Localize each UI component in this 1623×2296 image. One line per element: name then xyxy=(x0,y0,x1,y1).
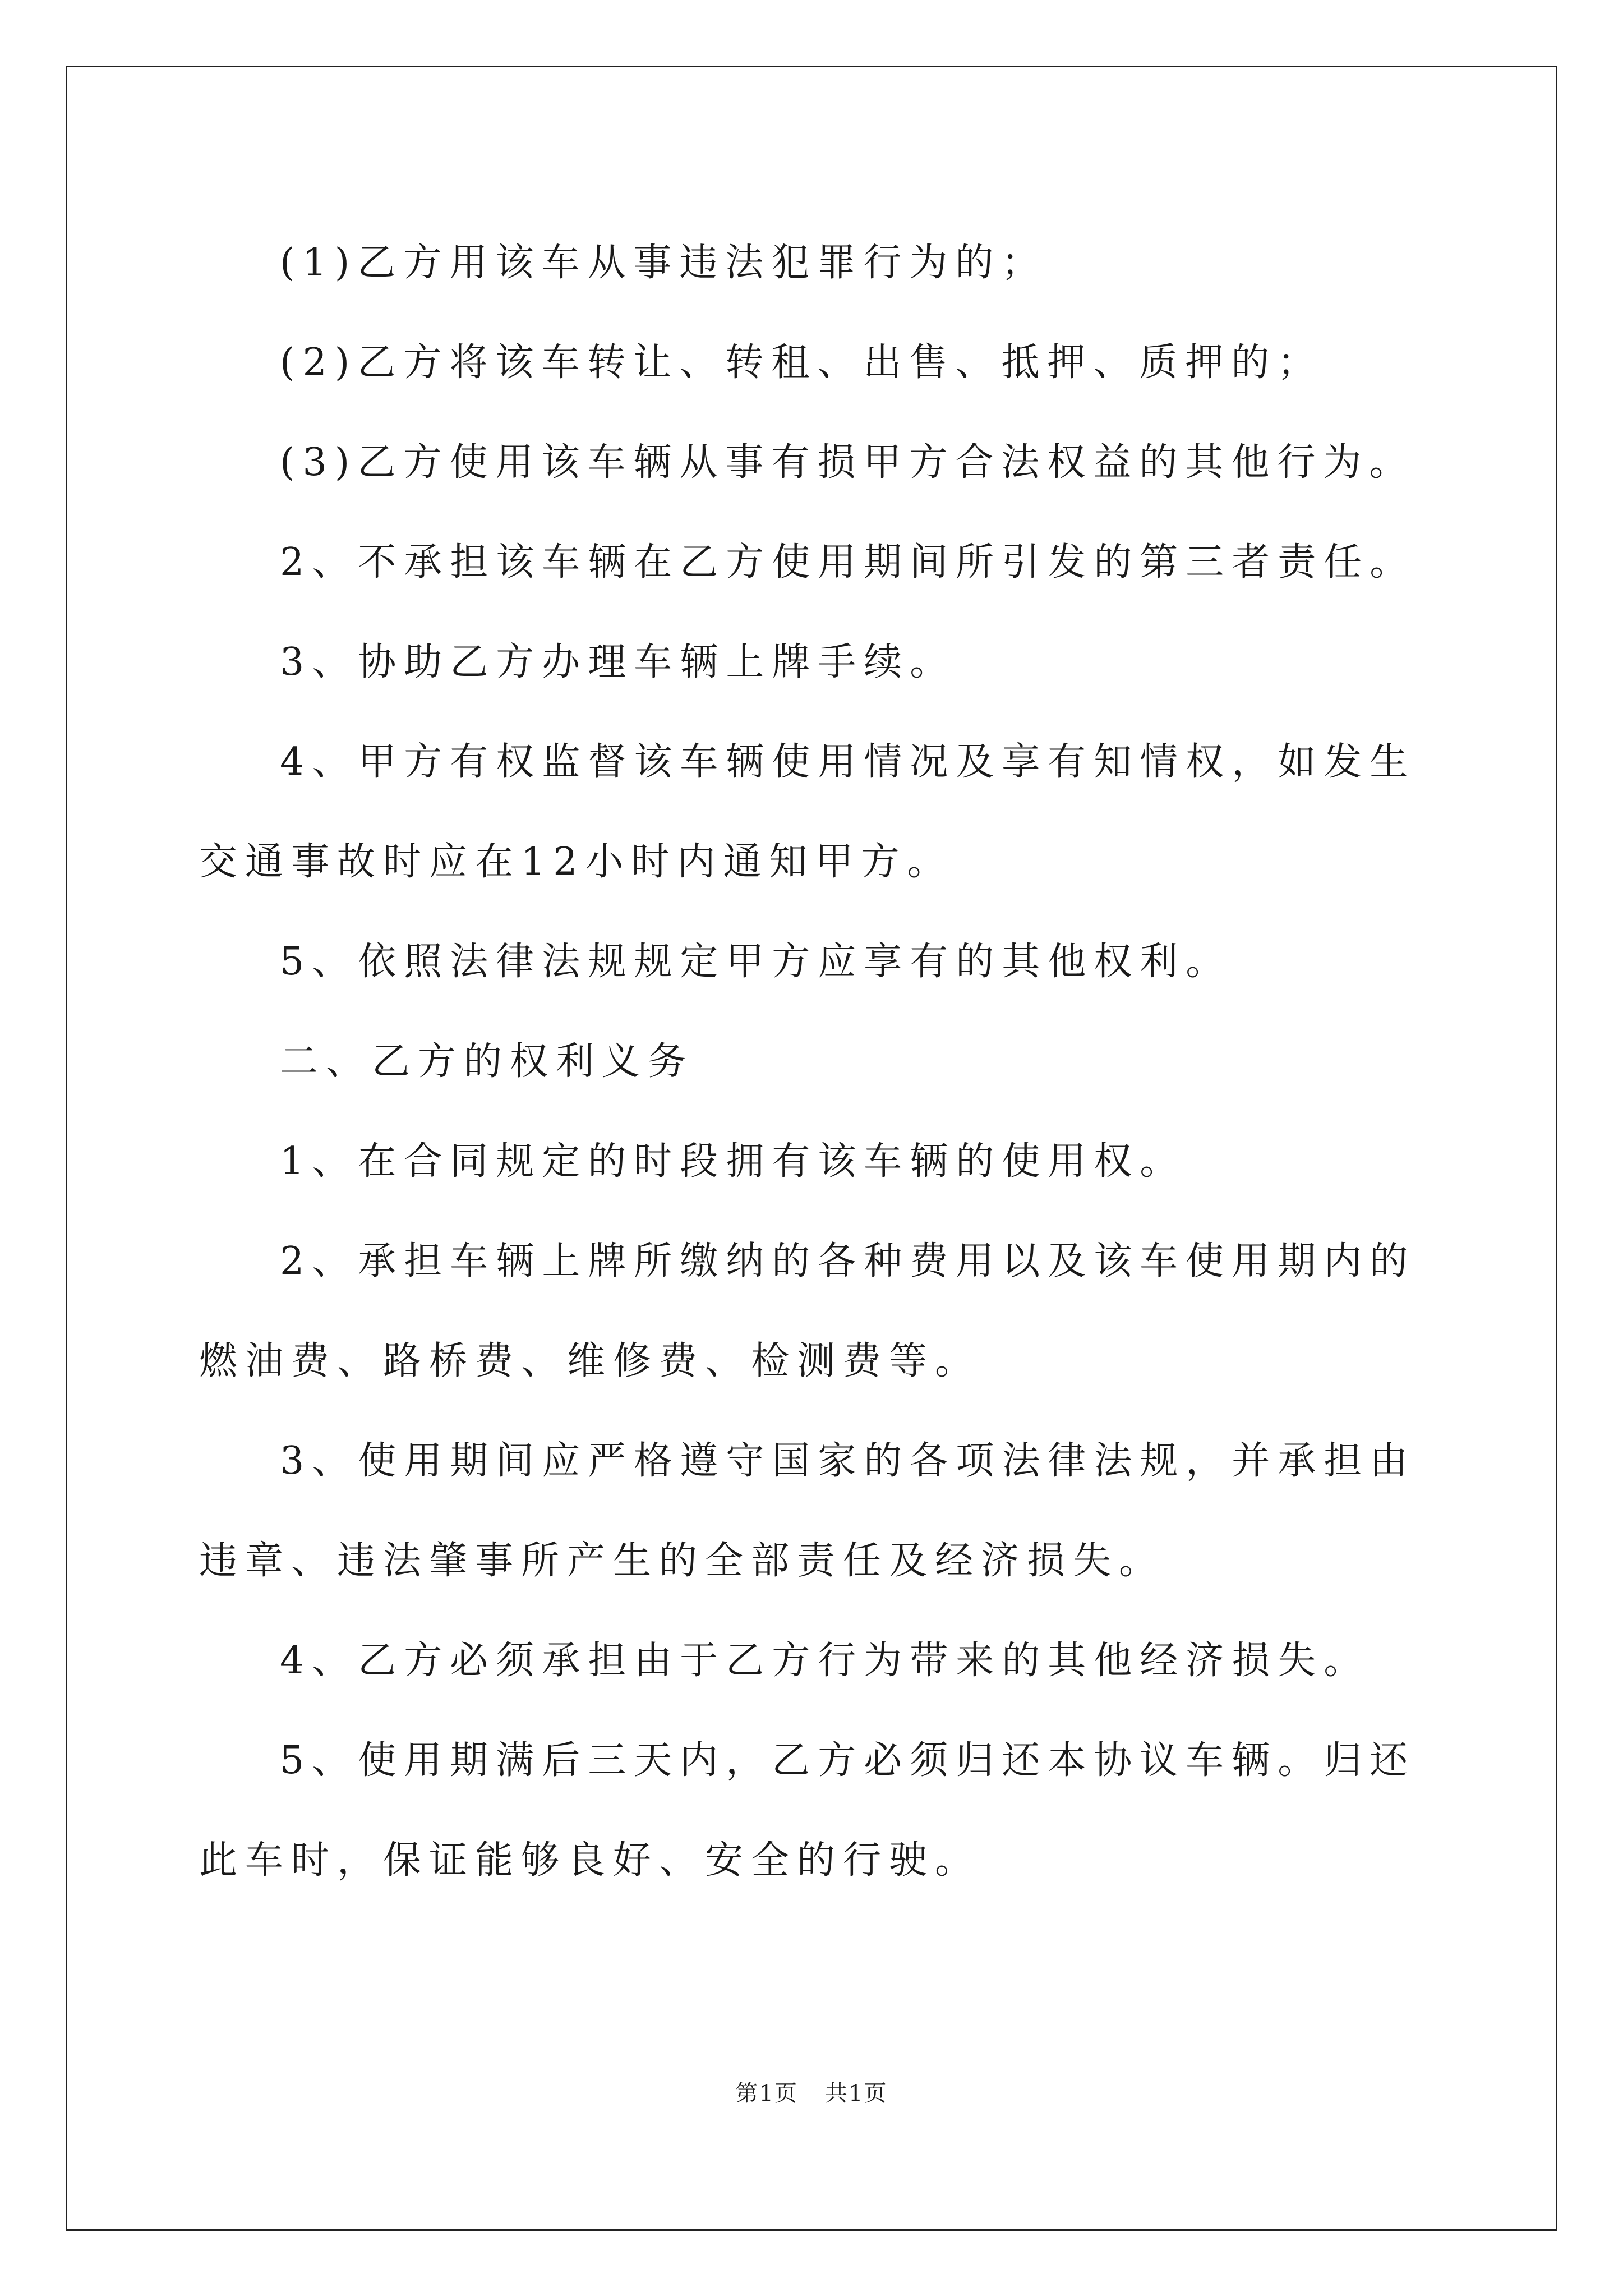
paragraph-item-3: (3)乙方使用该车辆从事有损甲方合法权益的其他行为。 xyxy=(280,440,1415,485)
page-total: 共1页 xyxy=(825,2081,888,2106)
paragraph-clause-2: 2、不承担该车辆在乙方使用期间所引发的第三者责任。 xyxy=(280,540,1416,585)
paragraph-clause-5: 5、依照法律法规规定甲方应享有的其他权利。 xyxy=(280,940,1232,984)
paragraph-obligation-5: 5、使用期满后三天内，乙方必须归还本协议车辆。归还此车时，保证能够良好、安全的行驶。 xyxy=(199,1738,1416,1883)
paragraph-clause-4: 4、甲方有权监督该车辆使用情况及享有知情权，如发生交通事故时应在12小时内通知甲方。 xyxy=(199,740,1416,884)
document-body xyxy=(199,213,1461,1911)
page-footer xyxy=(0,2076,1623,2108)
paragraph-item-1: (1)乙方用该车从事违法犯罪行为的； xyxy=(280,241,1048,285)
paragraph-obligation-1: 1、在合同规定的时段拥有该车辆的使用权。 xyxy=(280,1139,1186,1184)
section-heading: 二、乙方的权利义务 xyxy=(280,1039,694,1084)
paragraph-clause-3: 3、协助乙方办理车辆上牌手续。 xyxy=(280,640,956,684)
paragraph-obligation-2: 2、承担车辆上牌所缴纳的各种费用以及该车使用期内的燃油费、路桥费、维修费、检测费等。 xyxy=(199,1239,1416,1383)
paragraph-obligation-3: 3、使用期间应严格遵守国家的各项法律法规，并承担由违章、违法肇事所产生的全部责任及经济损失。 xyxy=(199,1439,1416,1583)
paragraph-obligation-4: 4、乙方必须承担由于乙方行为带来的其他经济损失。 xyxy=(280,1639,1370,1683)
paragraph-item-2: (2)乙方将该车转让、转租、出售、抵押、质押的； xyxy=(280,341,1324,385)
page-number: 第1页 xyxy=(735,2081,798,2106)
